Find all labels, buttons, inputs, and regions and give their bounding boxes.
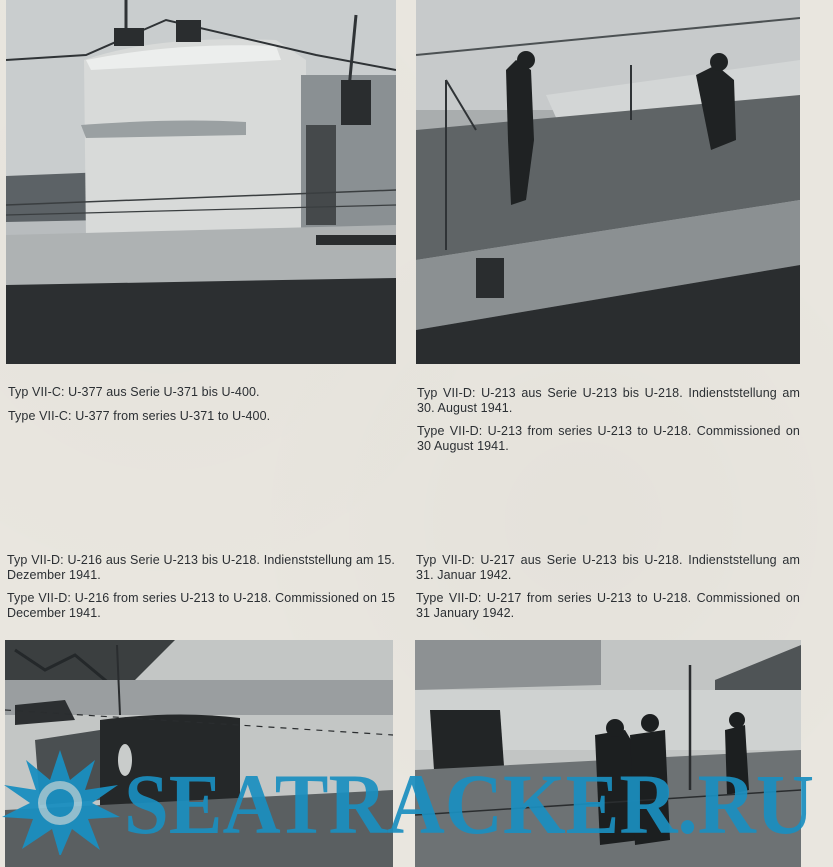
caption-u-377: [8, 385, 396, 432]
caption-u-217: [416, 553, 800, 629]
caption-u-213-english: Type VII-D: U-213 from series U-213 to U-218. Commissioned on 30 August 1941.: [417, 424, 800, 453]
caption-u-213: [417, 386, 800, 462]
watermark-text: SEATRACKER.RU: [124, 756, 814, 852]
caption-u-217-german: Typ VII-D: U-217 aus Serie U-213 bis U-218. Indienststellung am 31. Januar 1942.: [416, 553, 800, 582]
photo-u-217: [415, 640, 801, 867]
caption-u-216: [7, 553, 395, 629]
caption-u-213-german: Typ VII-D: U-213 aus Serie U-213 bis U-218. Indienststellung am 30. August 1941.: [417, 386, 800, 415]
caption-u-217-english: Type VII-D: U-217 from series U-213 to U-218. Commissioned on 31 January 1942.: [416, 591, 800, 620]
photo-u-213: [416, 0, 800, 364]
caption-u-216-german: Typ VII-D: U-216 aus Serie U-213 bis U-218. Indienststellung am 15. Dezember 1941.: [7, 553, 395, 582]
photo-u-216: [5, 640, 393, 867]
caption-u-216-english: Type VII-D: U-216 from series U-213 to U-218. Commissioned on 15 December 1941.: [7, 591, 395, 620]
photo-u-377: [6, 0, 396, 364]
caption-u-377-german: Typ VII-C: U-377 aus Serie U-371 bis U-400.: [8, 385, 260, 399]
caption-u-377-english: Type VII-C: U-377 from series U-371 to U-400.: [8, 408, 271, 423]
